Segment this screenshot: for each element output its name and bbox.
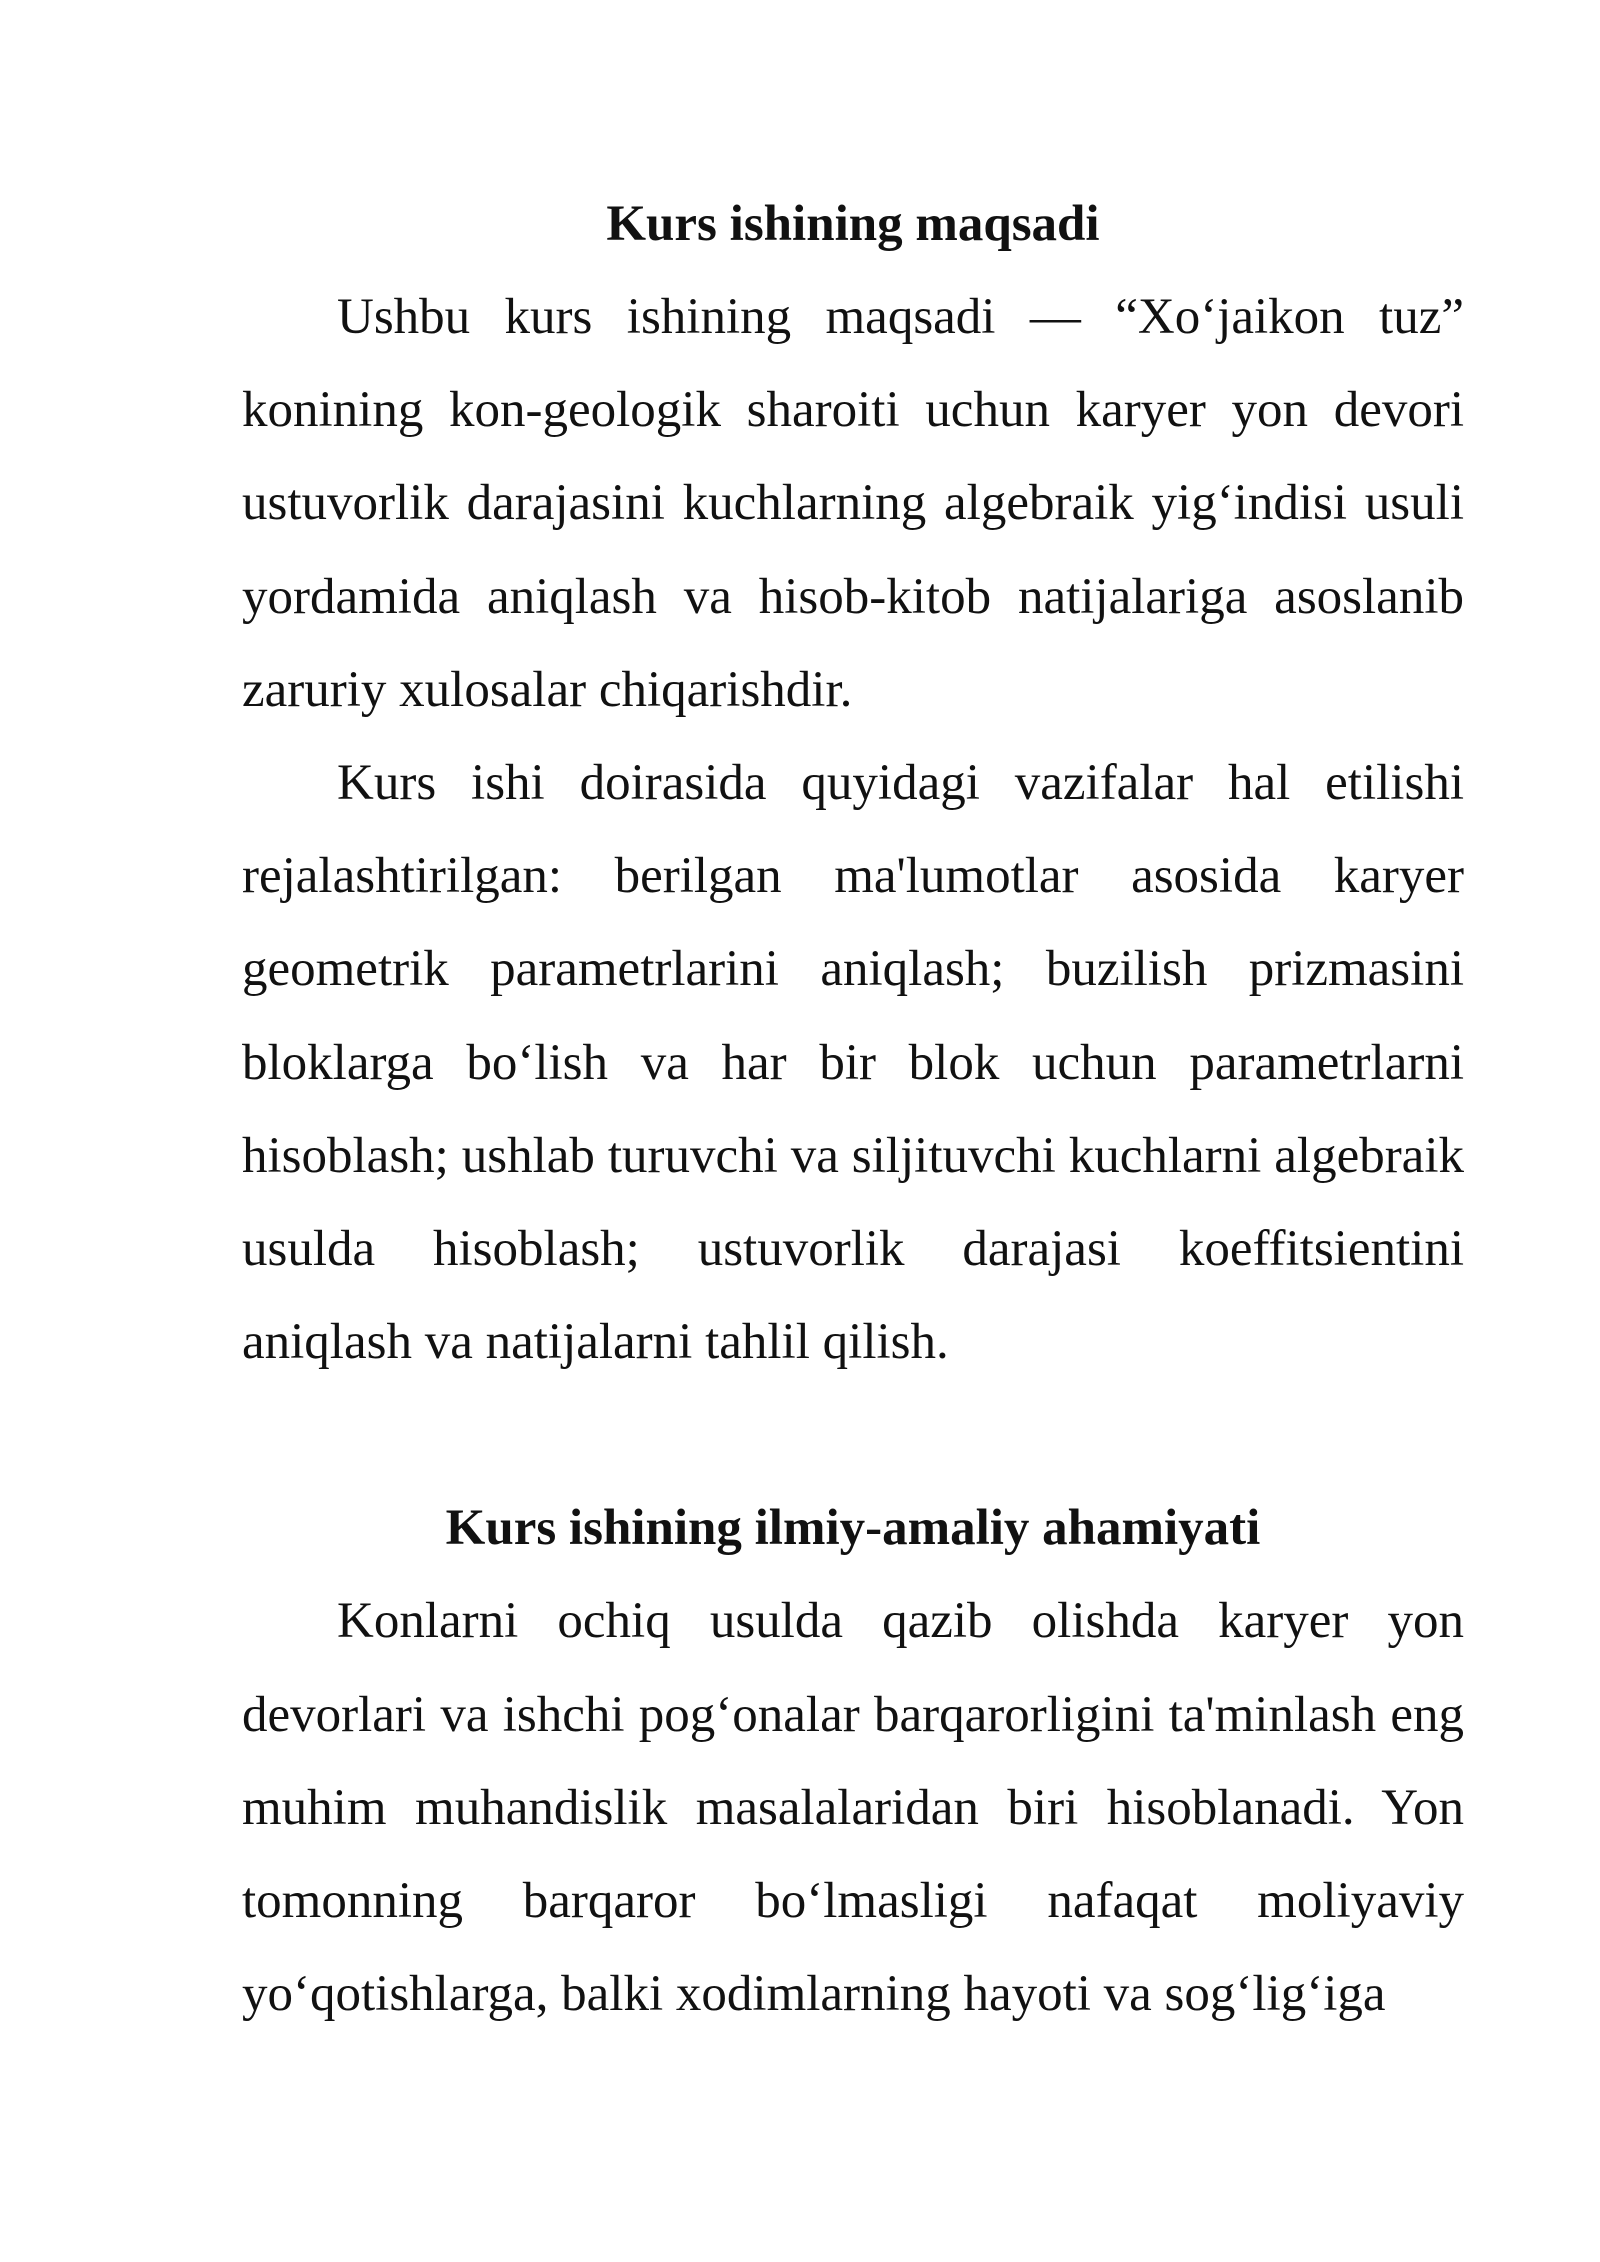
document-page bbox=[242, 178, 1464, 2041]
section-title-goal: Kurs ishining maqsadi bbox=[606, 196, 1100, 252]
goal-paragraph-1: Ushbu kurs ishining maqsadi — “Xo‘jaikon tuz” konining kon-geologik sharoiti uchun karyer yon devori ustuvorlik darajasini kuchlarning algebraik yig‘indisi usuli yordamida aniqlash va hisob-kitob natijalariga asoslanib zaruriy xulosalar chiqarishdir. bbox=[242, 289, 1464, 718]
significance-paragraph-1: Konlarni ochiq usulda qazib olishda karyer yon devorlari va ishchi pog‘onalar barqarorligini ta'minlash eng muhim muhandislik masalalaridan biri hisoblanadi. Yon tomonning barqaror bo‘lmasligi nafaqat moliyaviy yo‘qotishlarga, balki xodimlarning hayoti va sog‘lig‘iga bbox=[242, 1593, 1464, 2023]
section-title-significance: Kurs ishining ilmiy-amaliy ahamiyati bbox=[445, 1500, 1261, 1557]
section-spacer bbox=[242, 1389, 1464, 1482]
goal-paragraph-2: Kurs ishi doirasida quyidagi vazifalar hal etilishi rejalashtirilgan: berilgan ma'lumotlar asosida karyer geometrik parametrlarini aniqlash; buzilish prizmasini bloklarga bo‘lish va har bir blok uchun parametrlarni hisoblash; ushlab turuvchi va siljituvchi kuchlarni algebraik usulda hisoblash; ustuvorlik darajasi koeffitsientini aniqlash va natijalarni tahlil qilish. bbox=[242, 755, 1464, 1371]
